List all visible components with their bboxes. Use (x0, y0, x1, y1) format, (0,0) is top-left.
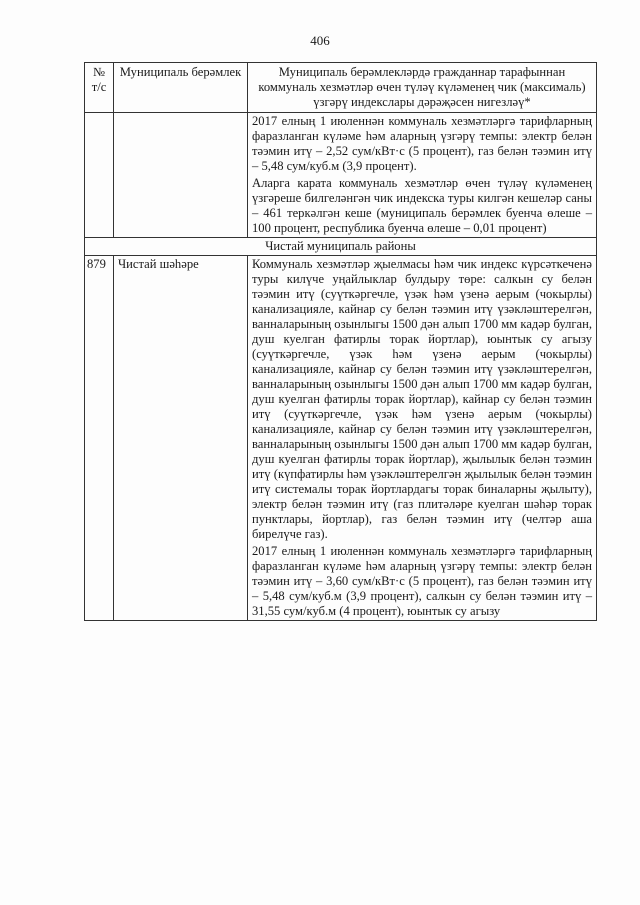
section-title: Чистай муниципаль районы (85, 238, 597, 256)
continuation-paragraph: 2017 елның 1 июленнән коммуналь хезмәтләргә тарифларның фаразланган күләме һәм аларның үзгәрү темпы: электр белән тәэмин итү – 2,52 сум/кВт·с (5 процент), газ белән тәэмин итү – 5,48 сум/куб.м (3,9 процент). (252, 114, 592, 173)
continuation-text-cell (248, 113, 597, 238)
continuation-paragraph: Аларга карата коммуналь хезмәтләр өчен түләү күләменең үзгәреше билгеләнгән чик индекска туры килгән кешеләр саны – 461 теркәлгән кеше (муниципаль берәмлек буенча өлеше – 100 процент, республика буенча өлеше – 0,01 процент) (252, 176, 592, 235)
continuation-row (85, 113, 597, 238)
section-row (85, 238, 597, 256)
header-row (85, 63, 597, 113)
header-justification: Муниципаль берәмлекләрдә гражданнар тарафыннан коммуналь хезмәтләр өчен түләү күләменең чик (максималь) үзгәрү индекслары дәрәҗәсен нигезләү* (248, 63, 597, 113)
tariff-table (84, 62, 597, 621)
row-municipality: Чистай шәһәре (114, 256, 248, 621)
row-number: 879 (85, 256, 114, 621)
row-paragraph: 2017 елның 1 июленнән коммуналь хезмәтләргә тарифларның фаразланган күләме һәм аларның үзгәрү темпы: электр белән тәэмин итү – 3,60 сум/кВт·с (5 процент), газ белән тәэмин итү – 5,48 сум/куб.м (3,9 процент), салкын су белән тәэмин итү – 31,55 сум/куб.м (4 процент), юынтык су агызу (252, 544, 592, 618)
table-row (85, 256, 597, 621)
header-municipality: Муниципаль берәмлек (114, 63, 248, 113)
header-number: № т/с (85, 63, 114, 113)
continuation-number-cell (85, 113, 114, 238)
page-number: 406 (310, 33, 330, 48)
row-text-cell (248, 256, 597, 621)
continuation-municipality-cell (114, 113, 248, 238)
row-paragraph: Коммуналь хезмәтләр җыелмасы һәм чик индекс күрсәткеченә туры килүче уңайлыклар булдыру төре: салкын су белән тәэмин итү (суүткәргечле, үзәк һәм үзенә аерым (чокырлы) канализацияле, кайнар су белән тәэмин итү үзәкләштерелгән, ванналарының озынлыгы 1500 дән алып 1700 мм кадәр булган, душ куелган фатирлы торак йортлар), юынтык су агызу (суүткәргечле, үзәк һәм үзенә аерым (чокырлы) канализацияле, кайнар су белән тәэмин итү үзәкләштерелгән, ванналарының озынлыгы 1500 дән алып 1700 мм кадәр булган, душ куелган фатирлы торак йортлар), кайнар су белән тәэмин итү (суүткәргечле, үзәк һәм үзенә аерым (чокырлы) канализацияле, кайнар су белән тәэмин итү үзәкләштерелгән, ванналарының озынлыгы 1500 дән алып 1700 мм кадәр булган, душ куелган фатирлы торак йортлар), җылылык белән тәэмин итү (күпфатирлы һәм үзәкләштерелгән җылылык белән тәэмин итү системалы торак йортлардагы торак биналарны җылыту), электр белән тәэмин итү (газ плитәләре куелган шәһәр торак пунктлары, йортлар), газ белән тәэмин итү (челтәр аша бирелүче газ). (252, 257, 592, 541)
